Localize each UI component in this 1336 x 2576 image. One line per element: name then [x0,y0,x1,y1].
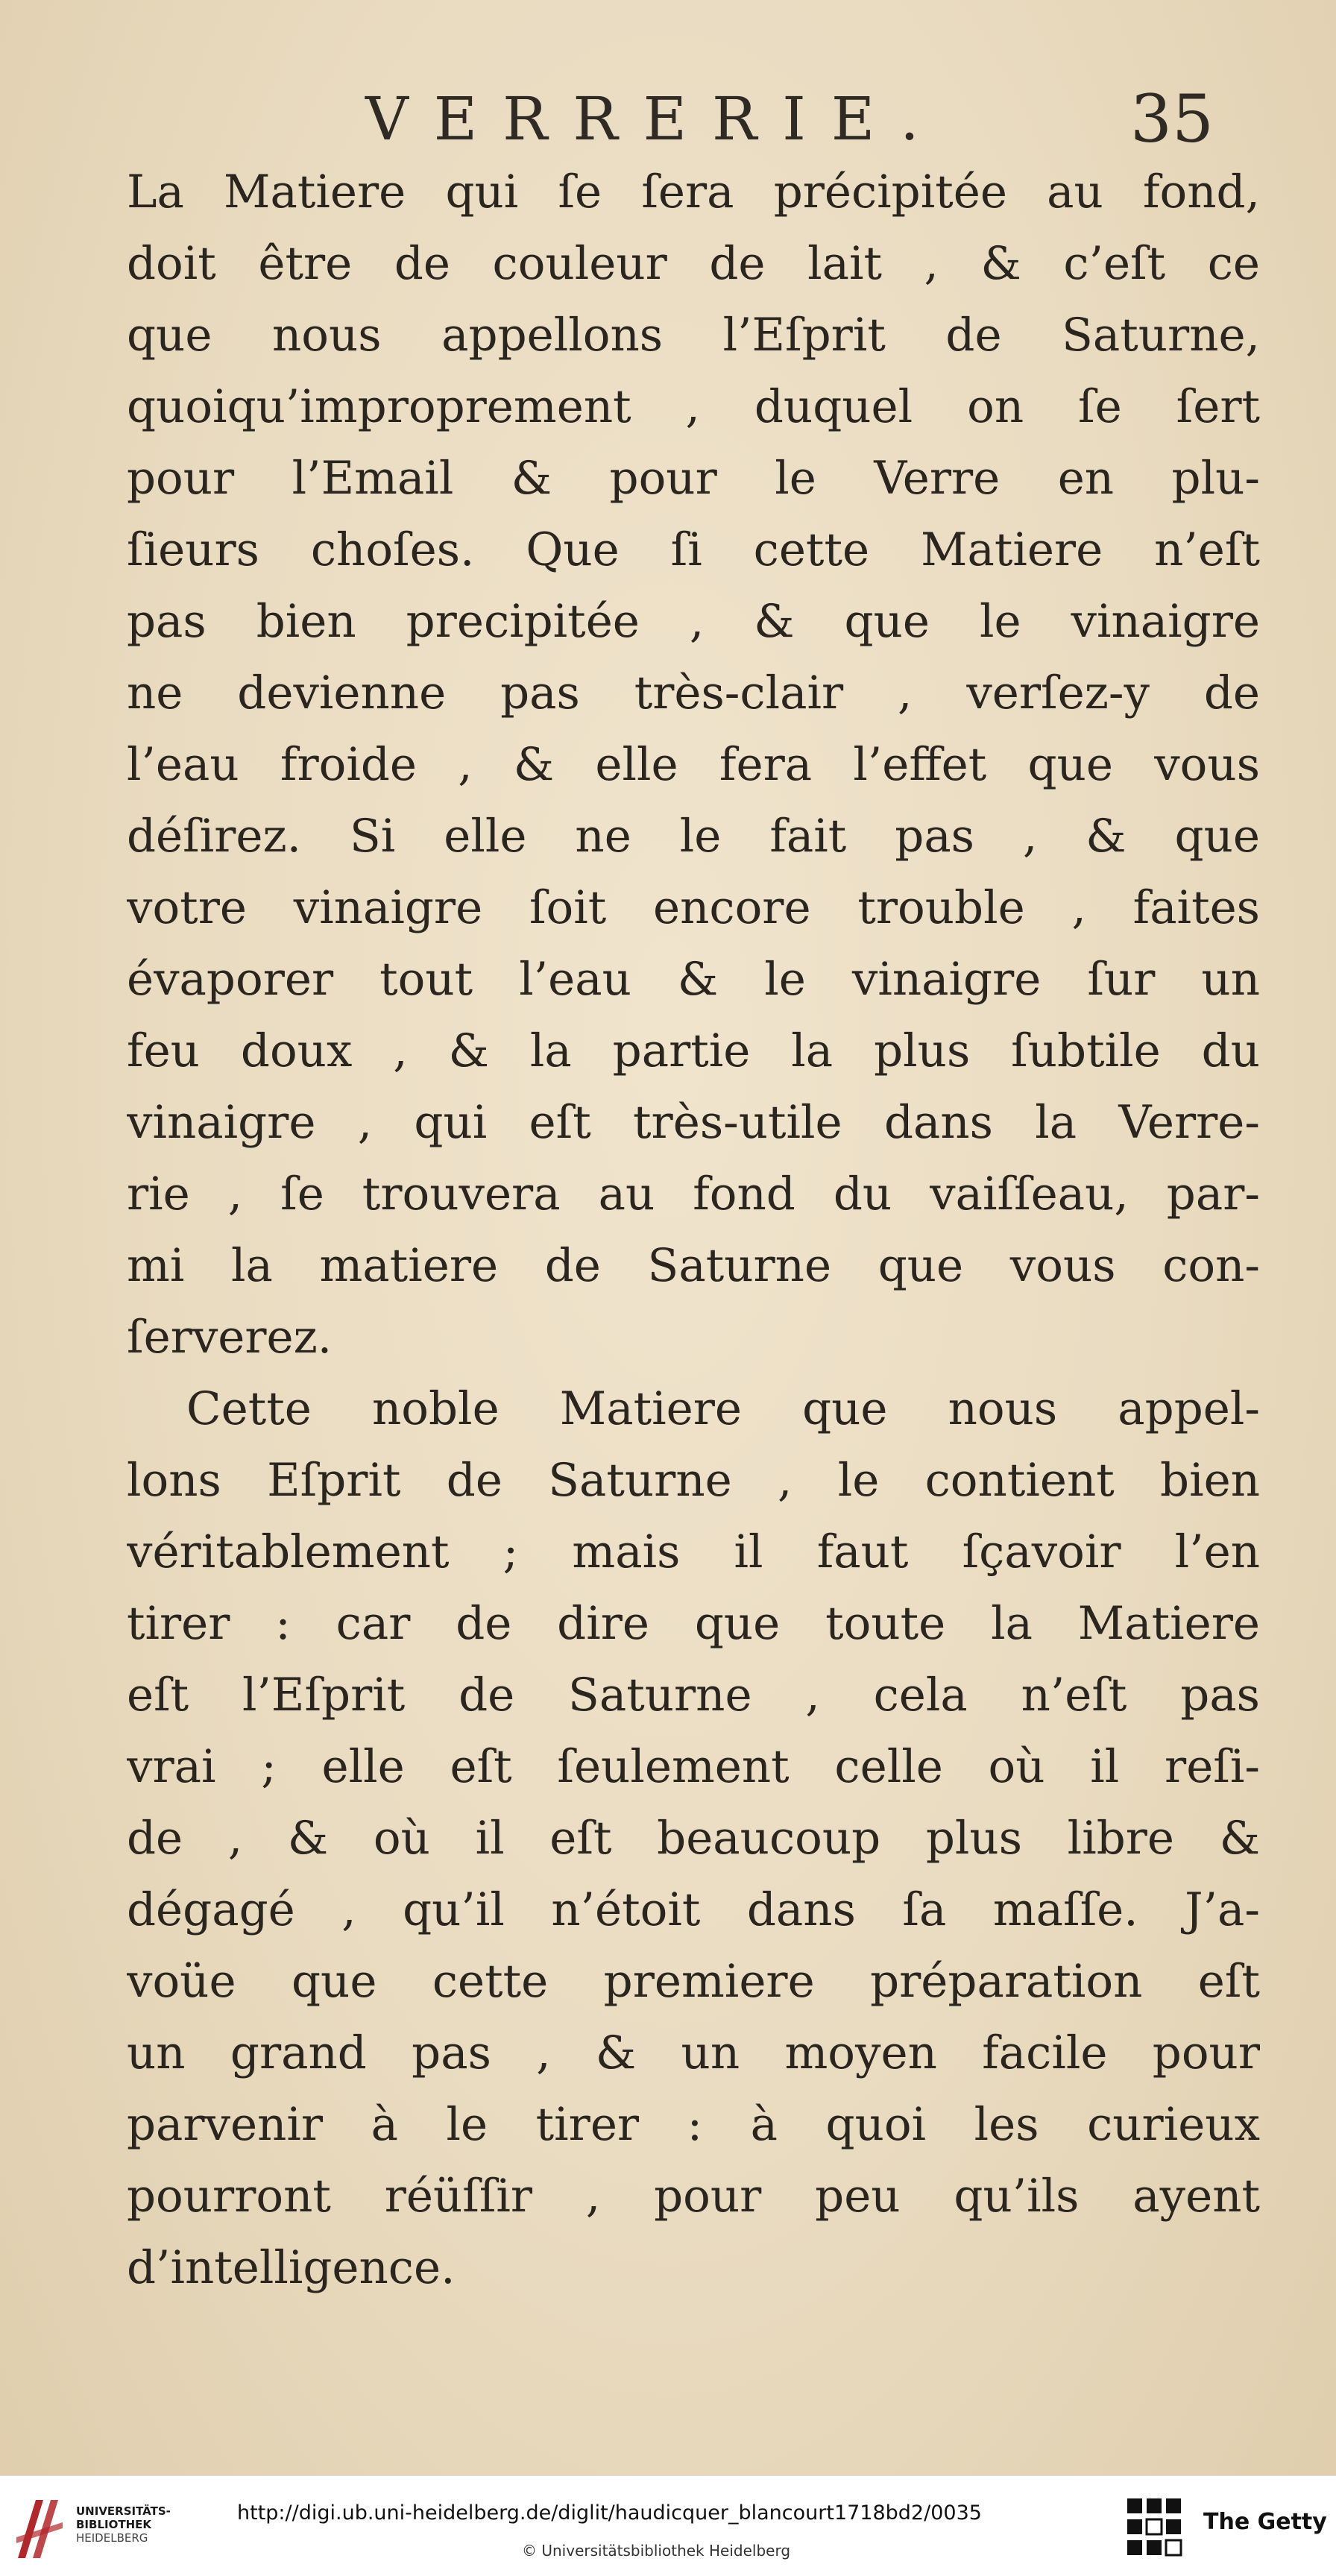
library-name [76,2504,171,2545]
page-number: 35 [1130,81,1214,157]
text-line: l’eau froide , & elle fera l’effet que vous [127,738,1260,791]
text-line: rie , ſe trouvera au fond du vaiſſeau, par- [127,1168,1260,1221]
text-line: que nous appellons l’Eſprit de Saturne, [127,309,1260,362]
text-line: vinaigre , qui eſt très-utile dans la Verre- [127,1096,1260,1149]
library-name-line: HEIDELBERG [76,2531,148,2545]
text-line: La Matiere qui ſe ſera précipitée au fond, [127,166,1260,218]
text-line: d’intelligence. [127,2241,456,2294]
text-line: mi la matiere de Saturne que vous con- [127,1239,1260,1292]
copyright-notice: © Universitätsbibliothek Heidelberg [522,2542,791,2560]
text-line: un grand pas , & un moyen facile pour [127,2027,1260,2079]
page-header [0,82,1336,157]
text-line: évaporer tout l’eau & le vinaigre ſur un [127,953,1260,1006]
text-line: vrai ; elle eſt ſeulement celle où il reſi- [127,1740,1260,1793]
text-line: eſt l’Eſprit de Saturne , cela n’eſt pas [127,1669,1260,1722]
text-line: ſieurs choſes. Que ſi cette Matiere n’eſt [127,523,1260,576]
text-line: déſirez. Si elle ne le fait pas , & que [127,810,1260,863]
text-line: véritablement ; mais il faut ſçavoir l’en [127,1525,1260,1578]
text-line: pour l’Email & pour le Verre en plu- [127,452,1260,505]
text-line: lons Eſprit de Saturne , le contient bien [127,1454,1260,1507]
university-library-logo [10,2492,69,2563]
text-line: dégagé , qu’il n’étoit dans ſa maſſe. J’a- [127,1883,1260,1936]
library-name-line: BIBLIOTHEK [76,2518,151,2531]
text-line: de , & où il eſt beaucoup plus libre & [127,1812,1260,1865]
text-line: feu doux , & la partie la plus ſubtile du [127,1024,1260,1077]
library-name-line: UNIVERSITÄTS- [76,2504,171,2518]
text-line: ſerverez. [127,1311,333,1364]
footer-bar [0,2475,1336,2576]
text-line: tirer : car de dire que toute la Matiere [127,1597,1260,1650]
text-line: Cette noble Matiere que nous appel- [186,1382,1260,1435]
text-line: voüe que cette premiere préparation eſt [127,1955,1260,2008]
text-line: votre vinaigre ſoit encore trouble , faites [127,881,1260,934]
permalink-url[interactable]: http://digi.ub.uni-heidelberg.de/diglit/haudicquer_blancourt1718bd2/0035 [237,2501,982,2525]
partner-name: The Getty [1203,2509,1327,2535]
running-title: VERRERIE. [365,84,945,154]
text-line: parvenir à le tirer : à quoi les curieux [127,2098,1260,2151]
text-line: quoiqu’improprement , duquel on ſe ſert [127,380,1260,433]
getty-logo-icon [1124,2494,1184,2561]
text-line: pas bien precipitée , & que le vinaigre [127,595,1260,648]
text-line: ne devienne pas très-clair , verſez-y de [127,667,1260,719]
text-line: doit être de couleur de lait , & c’eſt ce [127,237,1260,290]
text-line: pourront réüſſir , pour peu qu’ils ayent [127,2170,1260,2223]
